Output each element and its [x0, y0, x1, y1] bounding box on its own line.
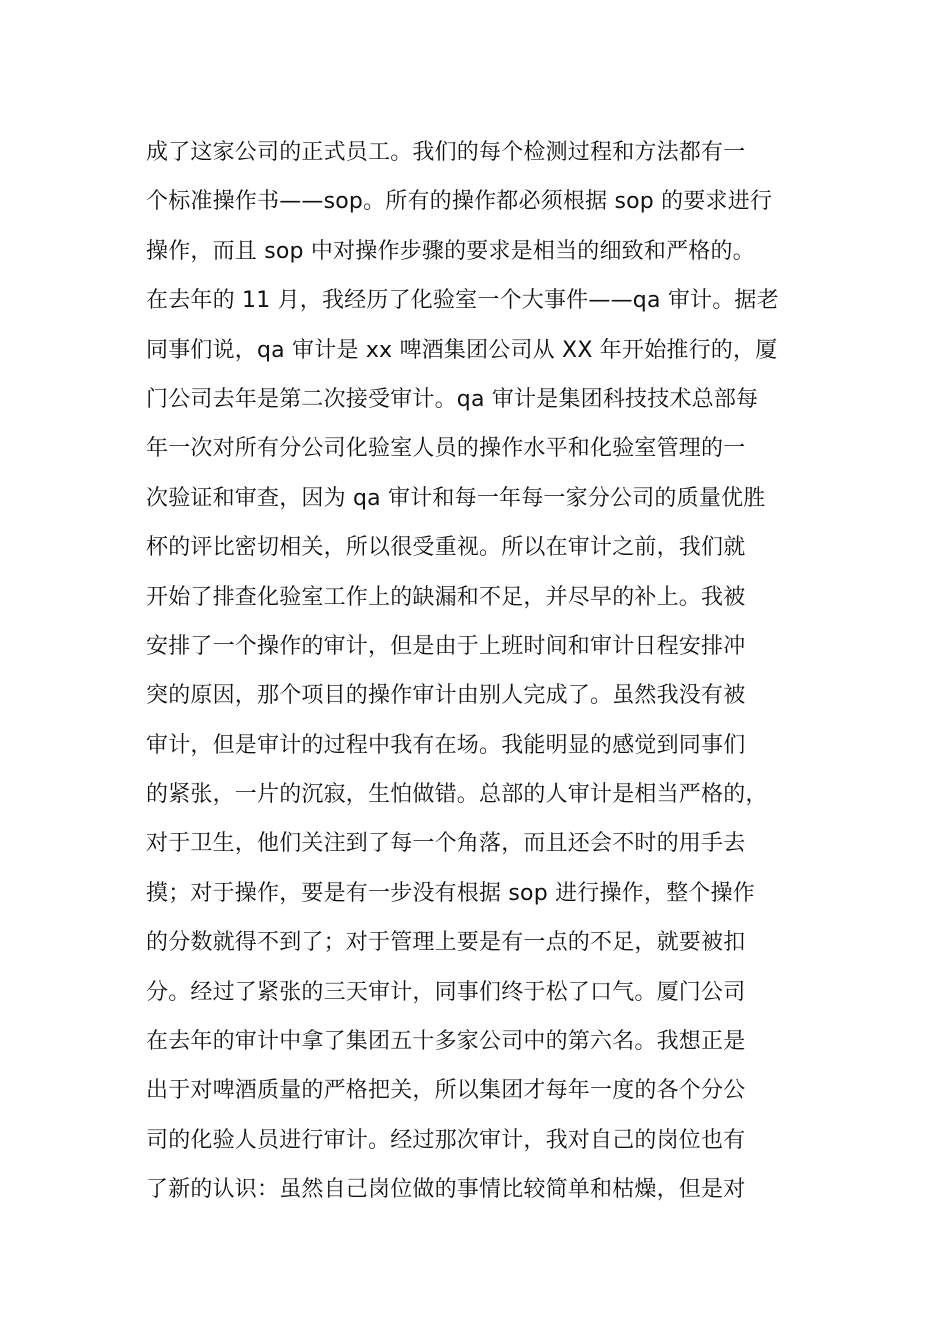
body-text [146, 128, 826, 1215]
text-line: 在去年的 11 月，我经历了化验室一个大事件——qa 审计。据老 [146, 288, 779, 314]
text-line: 成了这家公司的正式员工。我们的每个检测过程和方法都有一 [146, 140, 746, 165]
text-line: 在去年的审计中拿了集团五十多家公司中的第六名。我想正是 [146, 1029, 746, 1055]
text-line: 分。经过了紧张的三天审计，同事们终于松了口气。厦门公司 [146, 979, 746, 1005]
text-line: 门公司去年是第二次接受审计。qa 审计是集团科技技术总部每 [146, 386, 759, 412]
text-line: 审计，但是审计的过程中我有在场。我能明显的感觉到同事们 [146, 732, 746, 758]
text-line: 摸；对于操作，要是有一步没有根据 sop 进行操作，整个操作 [146, 880, 755, 906]
text-line: 安排了一个操作的审计，但是由于上班时间和审计日程安排冲 [146, 633, 746, 659]
text-line: 突的原因，那个项目的操作审计由别人完成了。虽然我没有被 [146, 683, 746, 709]
text-line: 次验证和审查，因为 qa 审计和每一年每一家分公司的质量优胜 [146, 485, 766, 511]
text-line: 对于卫生，他们关注到了每一个角落，而且还会不时的用手去 [146, 831, 746, 857]
text-line: 的紧张，一片的沉寂，生怕做错。总部的人审计是相当严格的， [146, 782, 768, 808]
text-line: 操作，而且 sop 中对操作步骤的要求是相当的细致和严格的。 [146, 238, 755, 264]
text-line: 的分数就得不到了；对于管理上要是有一点的不足，就要被扣 [146, 930, 746, 956]
text-line: 年一次对所有分公司化验室人员的操作水平和化验室管理的一 [146, 436, 746, 462]
text-line: 同事们说，qa 审计是 xx 啤酒集团公司从 XX 年开始推行的，厦 [146, 337, 778, 363]
text-line: 杯的评比密切相关，所以很受重视。所以在审计之前，我们就 [146, 535, 746, 561]
text-line: 司的化验人员进行审计。经过那次审计，我对自己的岗位也有 [146, 1127, 746, 1153]
text-line: 出于对啤酒质量的严格把关，所以集团才每年一度的各个分公 [146, 1078, 746, 1104]
text-line: 了新的认识：虽然自己岗位做的事情比较简单和枯燥，但是对 [146, 1177, 746, 1203]
text-line: 个标准操作书——sop。所有的操作都必须根据 sop 的要求进行 [146, 189, 773, 215]
text-line: 开始了排查化验室工作上的缺漏和不足，并尽早的补上。我被 [146, 584, 746, 610]
